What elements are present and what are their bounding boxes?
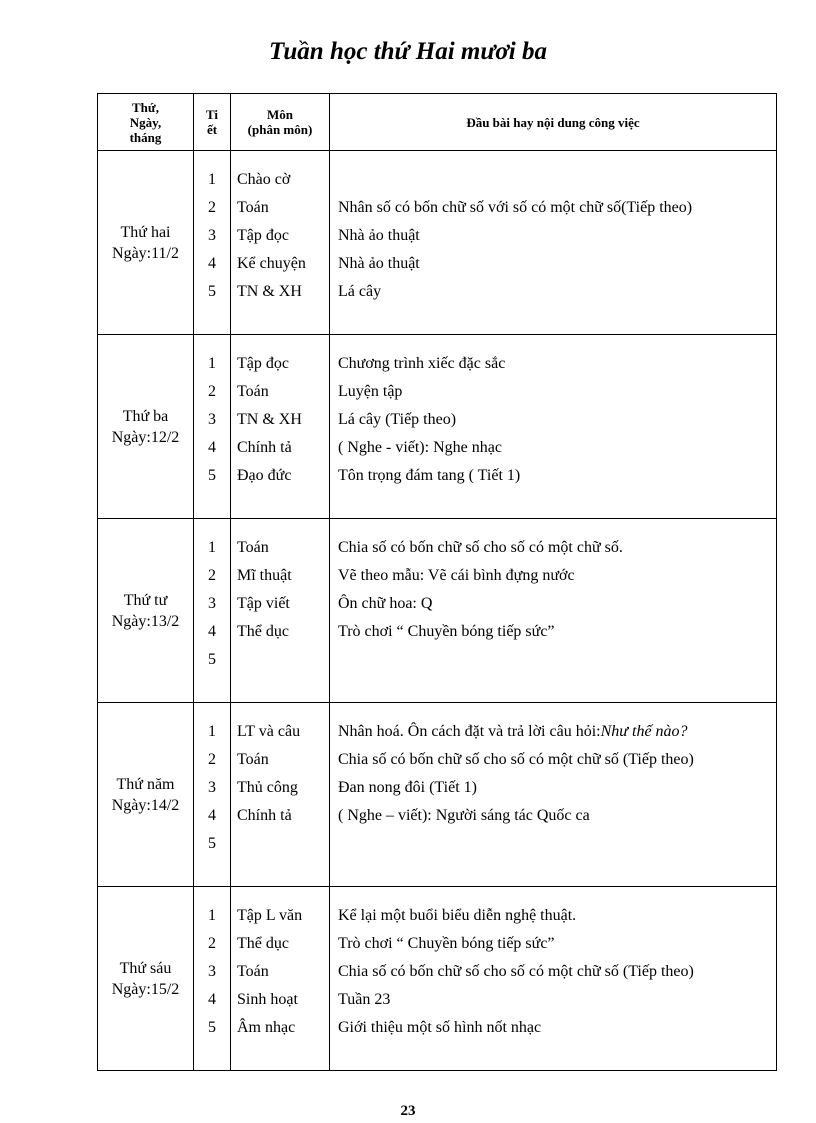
subject-cell [231,887,330,1071]
day-cell [98,519,194,703]
subject-cell [231,519,330,703]
period-number: 5 [208,467,216,484]
day-date: Ngày:12/2 [111,428,180,446]
lesson-content: Tôn trọng đám tang ( Tiết 1) [338,467,521,484]
lesson-content: Nhà ảo thuật [338,255,420,272]
period-number: 3 [208,411,216,428]
subject-name: Thể dục [237,623,289,640]
lesson-content: Chương trình xiếc đặc sắc [338,355,506,372]
period-number: 4 [208,439,216,456]
lesson-content [330,166,776,194]
subject-name: Chính tả [237,807,292,824]
period-number: 3 [208,963,216,980]
lesson-content: Lá cây (Tiếp theo) [338,411,457,428]
period-number: 5 [208,651,216,668]
day-cell [98,335,194,519]
lesson-content: ( Nghe – viết): Người sáng tác Quốc ca [338,807,590,824]
period-number: 1 [208,723,216,740]
period-number: 1 [208,907,216,924]
subject-name: Chào cờ [237,171,291,188]
header-period [194,94,231,151]
lesson-content: Kể lại một buổi biểu diễn nghệ thuật. [338,907,577,924]
header-subject [231,94,330,151]
header-row [98,94,777,151]
period-number: 4 [208,807,216,824]
lesson-content-italic: Như thế nào? [600,723,688,740]
period-cell [194,887,231,1071]
header-period-line: ết [206,122,218,137]
subject-cell [231,335,330,519]
header-content: Đầu bài hay nội dung công việc [330,94,777,151]
content-cell [330,151,777,335]
lesson-content: Chia số có bốn chữ số cho số có một chữ số (Tiếp theo) [338,963,694,980]
content-cell [330,519,777,703]
subject-name: TN & XH [237,411,302,428]
subject-name: LT và câu [237,723,301,740]
period-cell [194,335,231,519]
lesson-content-text: Nhân hoá. Ôn cách đặt và trả lời câu hỏi: [338,723,601,740]
subject-name: TN & XH [237,283,302,300]
page-title: Tuần học thứ Hai mươi ba [269,38,547,65]
period-number: 1 [208,171,216,188]
period-number: 4 [208,255,216,272]
period-number: 2 [208,383,216,400]
day-name: Thứ sáu [119,959,172,977]
subject-name: Toán [237,539,269,556]
subject-name: Chính tả [237,439,292,456]
period-number: 4 [208,623,216,640]
day-name: Thứ tư [123,591,168,609]
day-date: Ngày:14/2 [111,796,180,814]
day-cell [98,151,194,335]
period-number: 2 [208,567,216,584]
subject-name: Thủ công [237,779,298,796]
header-day-line: Ngày, [129,114,162,130]
lesson-content: Nhà ảo thuật [338,227,420,244]
period-number: 5 [208,283,216,300]
period-cell [194,151,231,335]
weekly-schedule-table [97,93,777,1071]
lesson-content: Nhân số có bốn chữ số với số có một chữ số(Tiếp theo) [338,199,693,216]
lesson-content: Trò chơi “ Chuyền bóng tiếp sức” [338,935,555,952]
period-number: 1 [208,539,216,556]
subject-cell [231,703,330,887]
subject-name: Thể dục [237,935,289,952]
subject-name: Mĩ thuật [237,567,292,584]
lesson-content: Tuần 23 [338,991,391,1008]
header-day [98,94,194,151]
header-day-line: tháng [129,129,162,145]
lesson-content: Đan nong đôi (Tiết 1) [338,779,477,796]
lesson-content: Chia số có bốn chữ số cho số có một chữ số (Tiếp theo) [338,751,694,768]
subject-name: Tập đọc [237,355,289,372]
period-cell [194,519,231,703]
period-number: 3 [208,595,216,612]
subject-name [231,830,329,858]
subject-name [231,646,329,674]
lesson-content: Lá cây [338,283,382,300]
subject-name: Đạo đức [237,467,292,484]
header-period-line: Ti [205,107,219,122]
subject-name: Kể chuyện [237,255,306,272]
header-subject-line: Môn [267,107,293,122]
page-number: 23 [400,1103,416,1119]
lesson-content: ( Nghe - viết): Nghe nhạc [338,439,502,456]
lesson-content: Luyện tập [338,383,403,400]
day-cell [98,703,194,887]
day-date: Ngày:15/2 [111,980,180,998]
header-day-line: Thứ, [132,99,159,115]
day-date: Ngày:11/2 [112,244,179,262]
subject-name: Toán [237,199,269,216]
lesson-content [330,718,776,746]
day-cell [98,887,194,1071]
lesson-content [330,646,776,674]
subject-name: Sinh hoạt [237,991,298,1008]
day-row-tuesday [98,335,777,519]
period-number: 5 [208,835,216,852]
period-number: 2 [208,199,216,216]
subject-cell [231,151,330,335]
day-row-friday [98,887,777,1071]
day-row-thursday [98,703,777,887]
subject-name: Toán [237,963,269,980]
period-number: 2 [208,751,216,768]
content-cell [330,887,777,1071]
period-number: 2 [208,935,216,952]
lesson-content: Giới thiệu một số hình nốt nhạc [338,1019,542,1036]
lesson-content: Ôn chữ hoa: Q [338,595,433,612]
subject-name: Tập viết [237,595,290,612]
period-number: 1 [208,355,216,372]
period-number: 3 [208,779,216,796]
subject-name: Âm nhạc [237,1019,296,1036]
period-number: 4 [208,991,216,1008]
day-name: Thứ năm [116,775,175,793]
content-cell [330,703,777,887]
period-number: 5 [208,1019,216,1036]
lesson-content [330,830,776,858]
subject-name: Toán [237,751,269,768]
content-cell [330,335,777,519]
period-number: 3 [208,227,216,244]
lesson-content: Vẽ theo mẫu: Vẽ cái bình đựng nước [338,567,575,584]
day-row-monday [98,151,777,335]
subject-name: Toán [237,383,269,400]
day-name: Thứ hai [120,223,171,241]
subject-name: Tập đọc [237,227,289,244]
day-date: Ngày:13/2 [111,612,180,630]
period-cell [194,703,231,887]
day-name: Thứ ba [122,407,169,425]
lesson-content: Trò chơi “ Chuyền bóng tiếp sức” [338,623,555,640]
header-subject-line: (phân môn) [247,122,313,137]
lesson-content: Chia số có bốn chữ số cho số có một chữ số. [338,539,623,556]
subject-name: Tập L văn [237,907,303,924]
day-row-wednesday [98,519,777,703]
